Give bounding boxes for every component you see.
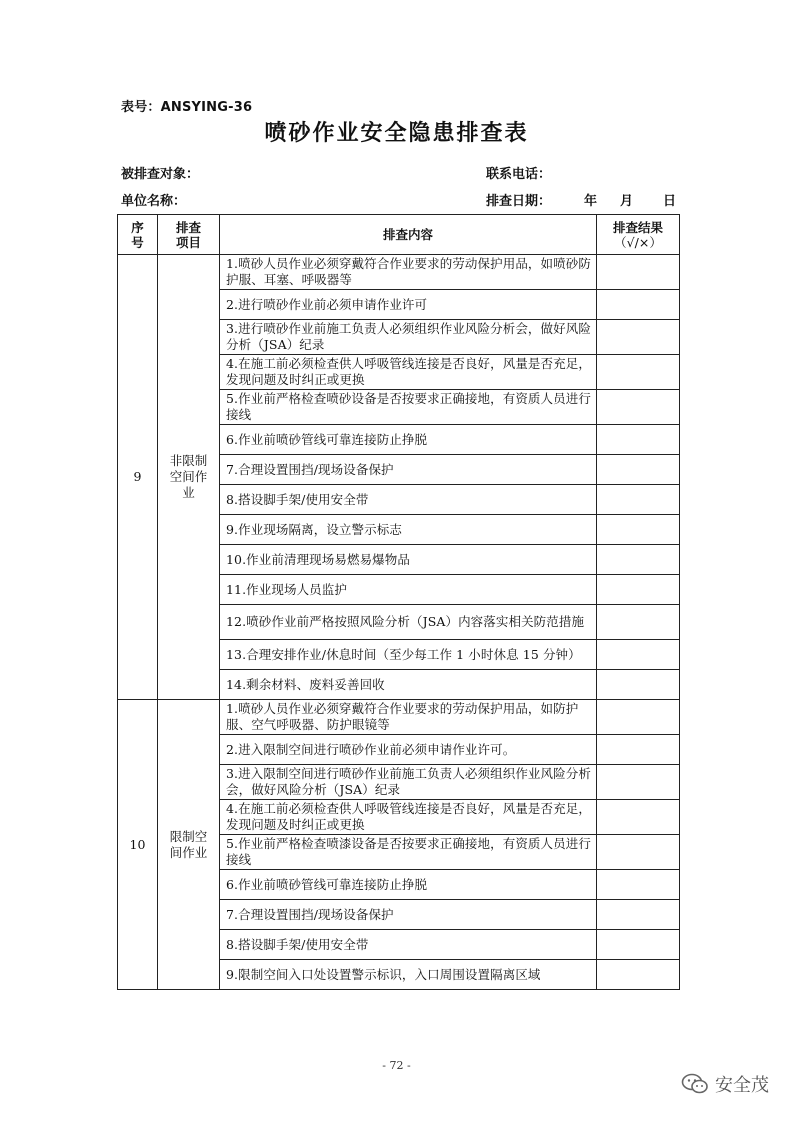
check-item: 9.作业现场隔离，设立警示标志 — [220, 515, 597, 545]
check-item: 5.作业前严格检查喷砂设备是否按要求正确接地，有资质人员进行接线 — [220, 390, 597, 425]
col-cat-line1: 排查 — [175, 219, 201, 235]
result-cell[interactable] — [597, 870, 680, 900]
category-line: 业 — [182, 485, 195, 500]
col-result-line1: 排查结果 — [612, 219, 663, 235]
check-item: 14.剩余材料、废料妥善回收 — [220, 670, 597, 700]
col-content-header: 排查内容 — [220, 215, 597, 255]
inspection-table — [117, 214, 680, 990]
category-line: 间作业 — [169, 844, 208, 860]
check-item: 6.作业前喷砂管线可靠连接防止挣脱 — [220, 425, 597, 455]
date-label: 排查日期： — [486, 194, 552, 209]
result-cell[interactable] — [597, 605, 680, 640]
col-result-line2: （√/×） — [614, 234, 662, 250]
result-cell[interactable] — [597, 290, 680, 320]
result-cell[interactable] — [597, 800, 680, 835]
check-item: 4.在施工前必须检查供人呼吸管线连接是否良好，风量是否充足，发现问题及时纠正或更换 — [220, 800, 597, 835]
target-label: 被排查对象： — [121, 167, 200, 182]
check-item: 3.进入限制空间进行喷砂作业前施工负责人必须组织作业风险分析会，做好风险分析（JSA）纪录 — [220, 765, 597, 800]
check-item: 6.作业前喷砂管线可靠连接防止挣脱 — [220, 870, 597, 900]
result-cell[interactable] — [597, 515, 680, 545]
category-line: 非限制 — [169, 453, 208, 468]
wechat-icon — [681, 1072, 709, 1096]
result-cell[interactable] — [597, 670, 680, 700]
check-item: 8.搭设脚手架/使用安全带 — [220, 930, 597, 960]
result-cell[interactable] — [597, 700, 680, 735]
form-number: 表号：ANSYING-36 — [121, 100, 253, 115]
col-no-header — [118, 215, 158, 255]
group-number: 9 — [118, 255, 158, 700]
group-category — [158, 255, 220, 700]
result-cell[interactable] — [597, 545, 680, 575]
col-no-line2: 号 — [131, 234, 144, 250]
result-cell[interactable] — [597, 320, 680, 355]
result-cell[interactable] — [597, 640, 680, 670]
result-cell[interactable] — [597, 575, 680, 605]
year-label: 年 — [584, 194, 598, 209]
check-item: 10.作业前清理现场易燃易爆物品 — [220, 545, 597, 575]
result-cell[interactable] — [597, 900, 680, 930]
category-line: 空间作 — [169, 469, 208, 484]
col-no-line1: 序 — [131, 219, 144, 235]
result-cell[interactable] — [597, 835, 680, 870]
check-item: 2.进行喷砂作业前必须申请作业许可 — [220, 290, 597, 320]
unit-label: 单位名称： — [121, 194, 187, 209]
result-cell[interactable] — [597, 425, 680, 455]
check-item: 2.进入限制空间进行喷砂作业前必须申请作业许可。 — [220, 735, 597, 765]
watermark — [681, 1071, 769, 1097]
col-category-header — [158, 215, 220, 255]
result-cell[interactable] — [597, 765, 680, 800]
result-cell[interactable] — [597, 390, 680, 425]
page-title: 喷砂作业安全隐患排查表 — [264, 121, 529, 146]
group-number: 10 — [118, 700, 158, 990]
check-item: 7.合理设置围挡/现场设备保护 — [220, 900, 597, 930]
result-cell[interactable] — [597, 255, 680, 290]
check-item: 3.进行喷砂作业前施工负责人必须组织作业风险分析会，做好风险分析（JSA）纪录 — [220, 320, 597, 355]
check-item: 4.在施工前必须检查供人呼吸管线连接是否良好，风量是否充足，发现问题及时纠正或更换 — [220, 355, 597, 390]
check-item: 11.作业现场人员监护 — [220, 575, 597, 605]
check-item: 9.限制空间入口处设置警示标识，入口周围设置隔离区域 — [220, 960, 597, 990]
result-cell[interactable] — [597, 455, 680, 485]
day-label: 日 — [663, 194, 677, 209]
page-number: - 72 - — [382, 1059, 411, 1072]
watermark-text: 安全茂 — [715, 1075, 769, 1096]
table-header-row — [118, 215, 680, 255]
col-cat-line2: 项目 — [175, 234, 201, 250]
result-cell[interactable] — [597, 735, 680, 765]
check-item: 1.喷砂人员作业必须穿戴符合作业要求的劳动保护用品，如防护服、空气呼吸器、防护眼镜等 — [220, 700, 597, 735]
table-row — [118, 255, 680, 290]
result-cell[interactable] — [597, 485, 680, 515]
check-item: 8.搭设脚手架/使用安全带 — [220, 485, 597, 515]
result-cell[interactable] — [597, 355, 680, 390]
month-label: 月 — [620, 194, 634, 209]
group-category — [158, 700, 220, 990]
result-cell[interactable] — [597, 930, 680, 960]
category-line: 限制空 — [169, 828, 208, 844]
check-item: 7.合理设置围挡/现场设备保护 — [220, 455, 597, 485]
check-item: 5.作业前严格检查喷漆设备是否按要求正确接地，有资质人员进行接线 — [220, 835, 597, 870]
check-item: 1.喷砂人员作业必须穿戴符合作业要求的劳动保护用品，如喷砂防护服、耳塞、呼吸器等 — [220, 255, 597, 290]
check-item: 12.喷砂作业前严格按照风险分析（JSA）内容落实相关防范措施 — [220, 605, 597, 640]
col-result-header — [597, 215, 680, 255]
check-item: 13.合理安排作业/休息时间（至少每工作 1 小时休息 15 分钟） — [220, 640, 597, 670]
contact-label: 联系电话： — [486, 167, 552, 182]
table-row — [118, 700, 680, 735]
result-cell[interactable] — [597, 960, 680, 990]
